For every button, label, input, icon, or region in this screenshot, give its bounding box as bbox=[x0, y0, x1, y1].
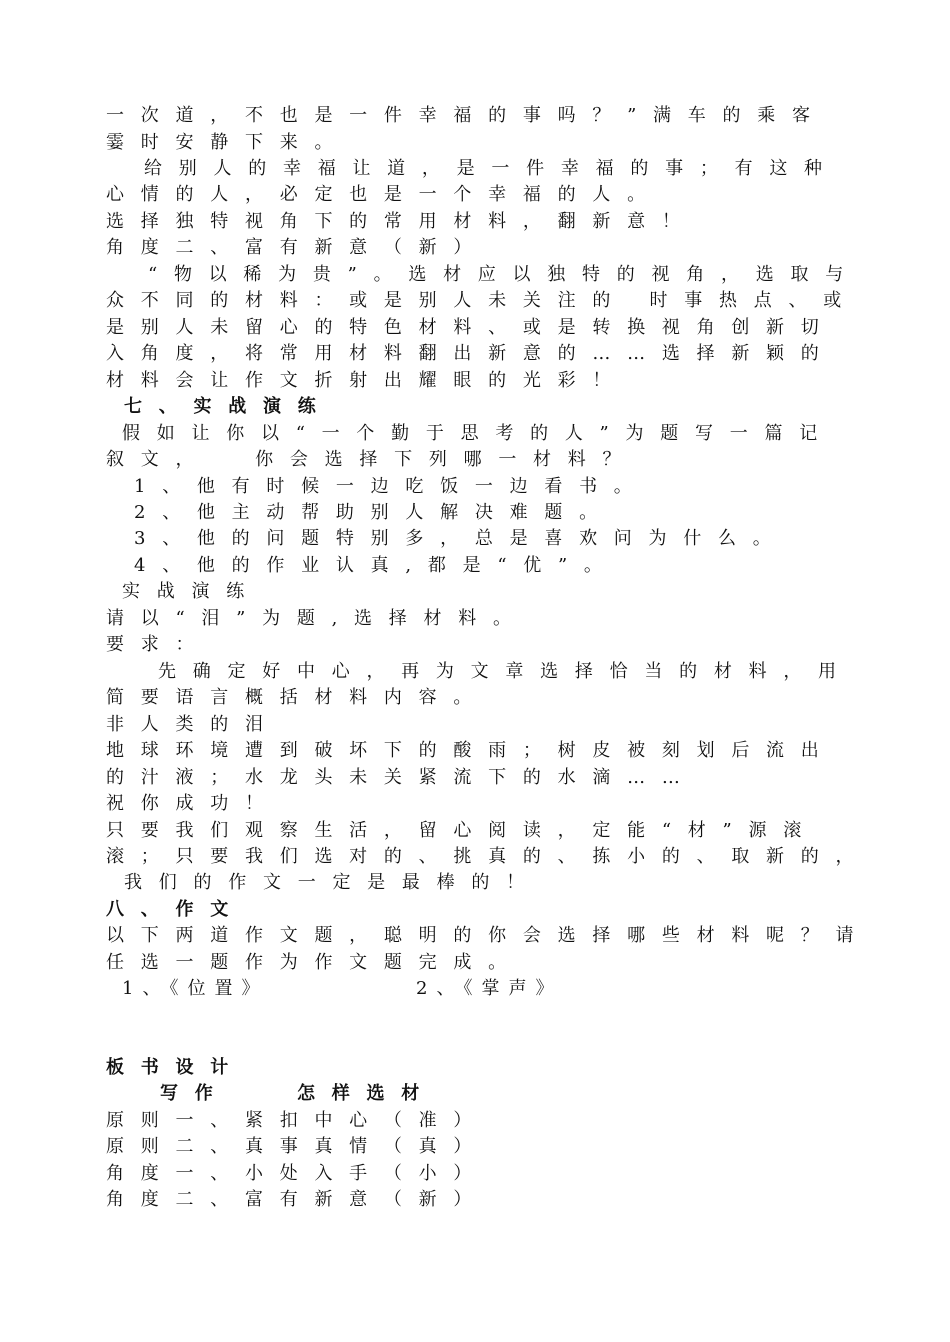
text-line: 霎时安静下来。 bbox=[106, 132, 350, 153]
text-line: 非人类的泪 bbox=[106, 714, 280, 735]
board-right-title: 怎样选材 bbox=[297, 1083, 436, 1104]
essay-topic-1: 1、《位置》 bbox=[122, 978, 269, 999]
section-heading: 八、作文 bbox=[106, 899, 245, 920]
board-design-heading: 板书设计 bbox=[106, 1057, 245, 1078]
text-line: 任选一题作为作文题完成。 bbox=[106, 952, 523, 973]
list-item: 4、他的作业认真,都是“优”。 bbox=[134, 555, 619, 576]
text-line: 地球环境遭到破坏下的酸雨；树皮被刻划后流出 bbox=[106, 740, 836, 761]
list-item: 1、他有时候一边吃饭一边看书。 bbox=[134, 476, 649, 497]
text-line: 的汁液；水龙头未关紧流下的水滴…… bbox=[106, 767, 697, 788]
board-item: 原则二、真事真情（真） bbox=[106, 1136, 489, 1157]
text-line: 众不同的材料：或是别人未关注的 时事热点、或 bbox=[106, 290, 858, 311]
text-line: 滚；只要我们选对的、挑真的、拣小的、取新的， bbox=[106, 846, 871, 867]
text-line: 心情的人，必定也是一个幸福的人。 bbox=[106, 184, 662, 205]
essay-topic-2: 2、《掌声》 bbox=[416, 978, 563, 999]
board-item: 角度一、小处入手（小） bbox=[106, 1163, 489, 1184]
text-line: 请以“泪”为题,选择材料。 bbox=[106, 608, 528, 629]
text-line: 材料会让作文折射出耀眼的光彩！ bbox=[106, 370, 628, 391]
text-line: 祝你成功！ bbox=[106, 793, 280, 814]
text-line: 给别人的幸福让道，是一件幸福的事；有这种 bbox=[144, 158, 839, 179]
text-line: “物以稀为贵”。选材应以独特的视角，选取与 bbox=[148, 264, 860, 285]
board-item: 角度二、富有新意（新） bbox=[106, 1189, 489, 1210]
text-line: 先确定好中心，再为文章选择恰当的材料，用 bbox=[158, 661, 853, 682]
text-line: 选择独特视角下的常用材料，翻新意！ bbox=[106, 211, 697, 232]
text-line: 要求： bbox=[106, 634, 211, 655]
text-line: 叙文， 你会选择下列哪一材料？ bbox=[106, 449, 638, 470]
text-line: 简要语言概括材料内容。 bbox=[106, 687, 489, 708]
text-line: 实战演练 bbox=[122, 581, 261, 602]
text-line: 我们的作文一定是最棒的！ bbox=[124, 872, 541, 893]
section-heading: 七、实战演练 bbox=[124, 396, 333, 417]
text-line: 只要我们观察生活，留心阅读，定能“材”源滚 bbox=[106, 820, 818, 841]
list-item: 3、他的问题特别多，总是喜欢问为什么。 bbox=[134, 528, 788, 549]
text-line: 入角度，将常用材料翻出新意的……选择新颖的 bbox=[106, 343, 836, 364]
text-line: 一次道，不也是一件幸福的事吗？”满车的乘客 bbox=[106, 105, 827, 126]
text-line: 是别人未留心的特色材料、或是转换视角创新切 bbox=[106, 317, 836, 338]
board-item: 原则一、紧扣中心（准） bbox=[106, 1110, 489, 1131]
list-item: 2、他主动帮助别人解决难题。 bbox=[134, 502, 614, 523]
board-left-title: 写作 bbox=[160, 1083, 230, 1104]
text-line: 以下两道作文题，聪明的你会选择哪些材料呢？请 bbox=[106, 925, 871, 946]
text-line: 角度二、富有新意（新） bbox=[106, 237, 489, 258]
text-line: 假如让你以“一个勤于思考的人”为题写一篇记 bbox=[122, 423, 834, 444]
